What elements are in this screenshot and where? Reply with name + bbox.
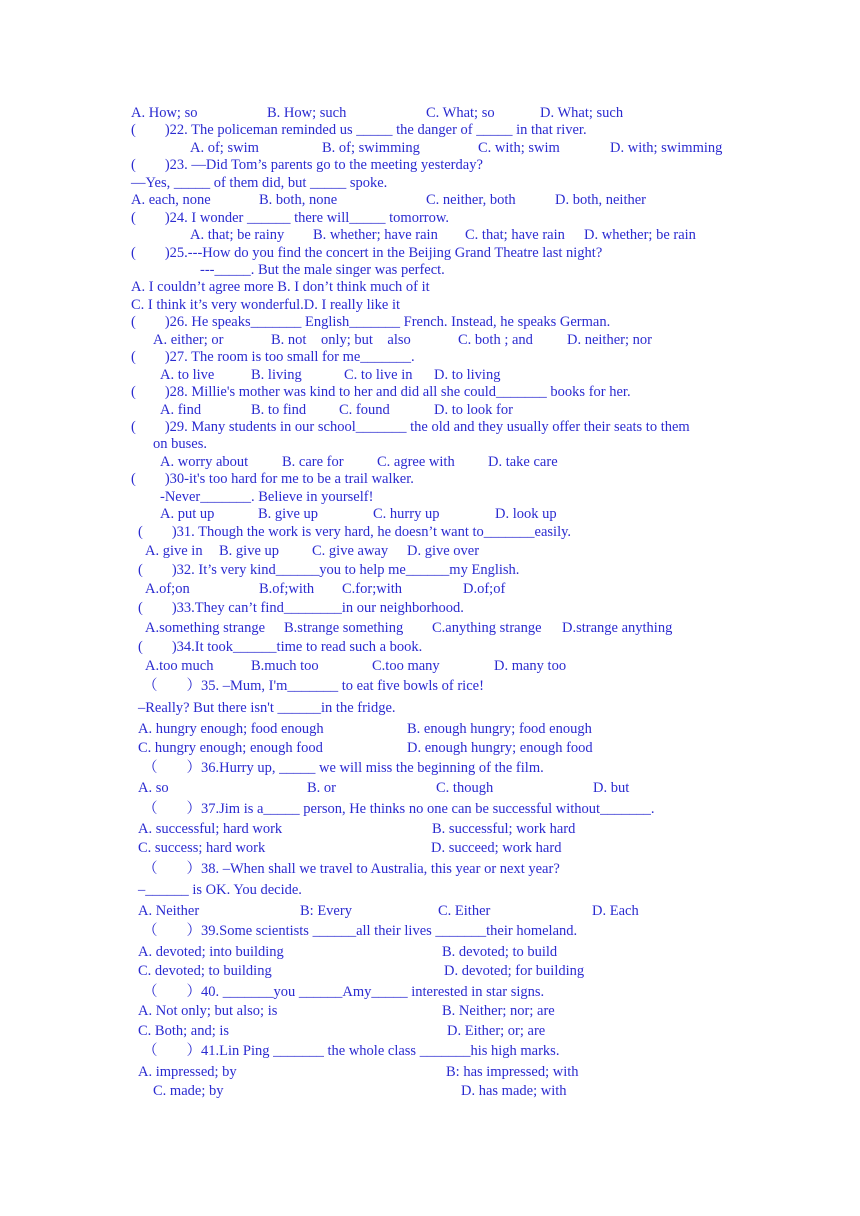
- text-line: C. Either: [438, 903, 491, 919]
- text-line: （ ）41.Lin Ping _______ the whole class _______his high marks.: [143, 1043, 560, 1059]
- text-line: B. give up: [258, 506, 319, 522]
- text-line: A. How; so: [131, 105, 198, 121]
- text-line: D. look up: [495, 506, 557, 522]
- text-line: C. found: [339, 402, 390, 418]
- text-line: C. though: [436, 780, 494, 796]
- text-line: D. both, neither: [555, 192, 647, 208]
- text-line: B. enough hungry; food enough: [407, 721, 592, 737]
- text-line: A. impressed; by: [138, 1064, 237, 1080]
- text-line: ( )33.They can’t find________in our neighborhood.: [138, 600, 464, 616]
- text-line: B. not only; but also: [271, 332, 411, 348]
- text-line: C. agree with: [377, 454, 455, 470]
- text-line: on buses.: [153, 436, 207, 452]
- text-line: D. What; such: [540, 105, 624, 121]
- text-line: （ ）37.Jim is a_____ person, He thinks no one can be successful without_______.: [143, 801, 655, 817]
- text-line: B.strange something: [284, 620, 404, 636]
- text-line: ( )24. I wonder ______ there will_____ tomorrow.: [131, 210, 450, 226]
- text-line: A. find: [160, 402, 202, 418]
- text-line: D. has made; with: [461, 1083, 567, 1099]
- text-line: A.something strange: [145, 620, 266, 636]
- text-line: C.anything strange: [432, 620, 542, 636]
- text-line: B. whether; have rain: [313, 227, 438, 243]
- text-line: ( )23. —Did Tom’s parents go to the meeting yesterday?: [131, 157, 483, 173]
- text-line: ( )27. The room is too small for me_______.: [131, 349, 415, 365]
- text-line: B. or: [307, 780, 336, 796]
- text-line: ( )26. He speaks_______ English_______ French. Instead, he speaks German.: [131, 314, 611, 330]
- text-line: A. that; be rainy: [190, 227, 285, 243]
- text-line: C. with; swim: [478, 140, 560, 156]
- text-line: D. succeed; work hard: [431, 840, 562, 856]
- text-line: ( )32. It’s very kind______you to help me______my English.: [138, 562, 520, 578]
- text-line: D. whether; be rain: [584, 227, 696, 243]
- text-line: C. hurry up: [373, 506, 440, 522]
- text-line: C. hungry enough; enough food: [138, 740, 323, 756]
- text-line: A.too much: [145, 658, 214, 674]
- text-line: A. either; or: [153, 332, 224, 348]
- text-line: C. What; so: [426, 105, 495, 121]
- text-line: D. to look for: [434, 402, 513, 418]
- text-line: C. neither, both: [426, 192, 516, 208]
- text-line: D.of;of: [463, 581, 506, 597]
- text-line: （ ）38. –When shall we travel to Australia, this year or next year?: [143, 861, 560, 877]
- text-line: A. to live: [160, 367, 215, 383]
- text-line: ( )34.It took______time to read such a book.: [138, 639, 423, 655]
- text-line: D. with; swimming: [610, 140, 723, 156]
- text-line: B.much too: [251, 658, 319, 674]
- text-line: A. each, none: [131, 192, 211, 208]
- text-line: C. both ; and: [458, 332, 533, 348]
- text-line: ( )25.---How do you find the concert in the Beijing Grand Theatre last night?: [131, 245, 603, 261]
- text-line: B: Every: [300, 903, 352, 919]
- text-line: D. many too: [494, 658, 567, 674]
- text-line: A. devoted; into building: [138, 944, 284, 960]
- text-line: D.strange anything: [562, 620, 673, 636]
- text-line: A.of;on: [145, 581, 190, 597]
- text-line: A. of; swim: [190, 140, 259, 156]
- text-line: C. give away: [312, 543, 389, 559]
- text-line: —Yes, _____ of them did, but _____ spoke.: [131, 175, 388, 191]
- text-line: B. of; swimming: [322, 140, 420, 156]
- text-line: ( )31. Though the work is very hard, he doesn’t want to_______easily.: [138, 524, 572, 540]
- text-line: A. worry about: [160, 454, 249, 470]
- text-line: D. devoted; for building: [444, 963, 585, 979]
- text-line: D. give over: [407, 543, 480, 559]
- text-line: B. care for: [282, 454, 344, 470]
- text-line: C.too many: [372, 658, 440, 674]
- text-line: B. Neither; nor; are: [442, 1003, 555, 1019]
- text-line: （ ）39.Some scientists ______all their lives _______their homeland.: [143, 923, 578, 939]
- text-line: B: has impressed; with: [446, 1064, 579, 1080]
- text-line: A. put up: [160, 506, 215, 522]
- text-line: A. Not only; but also; is: [138, 1003, 278, 1019]
- text-line: C. that; have rain: [465, 227, 565, 243]
- text-line: D. neither; nor: [567, 332, 652, 348]
- text-line: ( )28. Millie's mother was kind to her and did all she could_______ books for her.: [131, 384, 631, 400]
- text-line: （ ）35. –Mum, I'm_______ to eat five bowls of rice!: [143, 678, 484, 694]
- text-line: -Never_______. Believe in yourself!: [160, 489, 374, 505]
- text-line: A. give in: [145, 543, 203, 559]
- text-line: B. both, none: [259, 192, 338, 208]
- text-line: B. living: [251, 367, 302, 383]
- text-line: –Really? But there isn't ______in the fridge.: [138, 700, 396, 716]
- text-line: A. Neither: [138, 903, 200, 919]
- text-line: C. I think it’s very wonderful.D. I really like it: [131, 297, 401, 313]
- text-line: C. Both; and; is: [138, 1023, 230, 1039]
- text-line: B.of;with: [259, 581, 315, 597]
- text-line: ( )22. The policeman reminded us _____ the danger of _____ in that river.: [131, 122, 587, 138]
- text-line: D. Each: [592, 903, 639, 919]
- text-line: A. so: [138, 780, 169, 796]
- text-line: –______ is OK. You decide.: [138, 882, 302, 898]
- text-line: ( )29. Many students in our school_______ the old and they usually offer their seats to them: [131, 419, 690, 435]
- text-line: B. to find: [251, 402, 307, 418]
- text-line: A. successful; hard work: [138, 821, 283, 837]
- text-line: B. How; such: [267, 105, 347, 121]
- text-line: D. but: [593, 780, 630, 796]
- text-line: D. Either; or; are: [447, 1023, 546, 1039]
- text-line: ---_____. But the male singer was perfect.: [200, 262, 445, 278]
- text-line: C. made; by: [153, 1083, 224, 1099]
- text-line: C. to live in: [344, 367, 413, 383]
- text-line: B. devoted; to build: [442, 944, 558, 960]
- text-line: A. hungry enough; food enough: [138, 721, 324, 737]
- text-line: B. give up: [219, 543, 280, 559]
- text-line: C. devoted; to building: [138, 963, 272, 979]
- text-line: C. success; hard work: [138, 840, 266, 856]
- text-line: ( )30-it's too hard for me to be a trail walker.: [131, 471, 414, 487]
- text-line: B. successful; work hard: [432, 821, 576, 837]
- text-line: （ ）40. _______you ______Amy_____ interested in star signs.: [143, 984, 545, 1000]
- text-line: C.for;with: [342, 581, 403, 597]
- text-line: A. I couldn’t agree more B. I don’t think much of it: [131, 279, 430, 295]
- text-line: D. enough hungry; enough food: [407, 740, 593, 756]
- text-line: D. take care: [488, 454, 558, 470]
- text-line: （ ）36.Hurry up, _____ we will miss the beginning of the film.: [143, 760, 544, 776]
- text-line: D. to living: [434, 367, 501, 383]
